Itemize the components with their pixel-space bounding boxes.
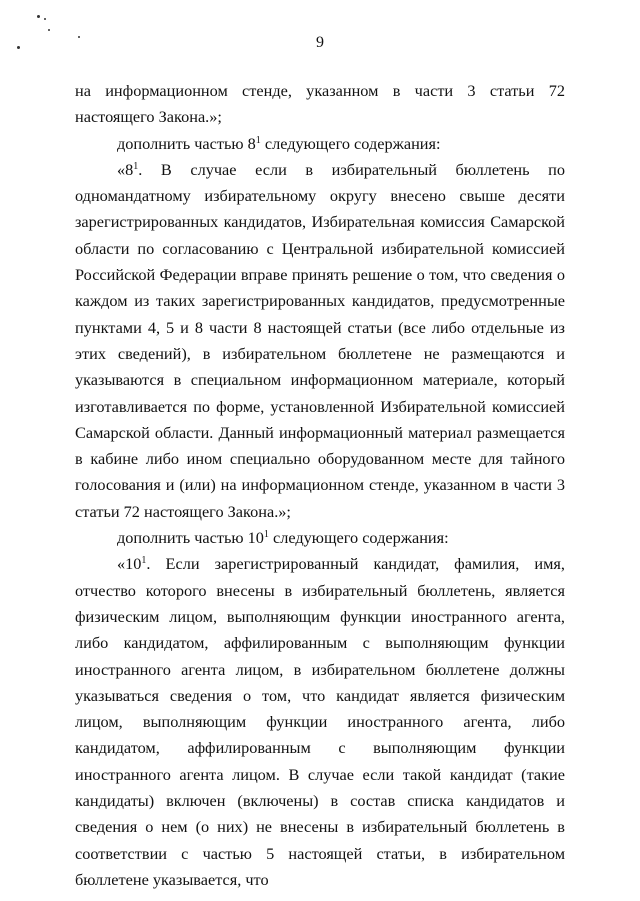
paragraph-instruction-8-1: дополнить частью $8^1$ следующего содержания:	[117, 133, 441, 153]
scan-speck	[37, 15, 40, 18]
page-number: 9	[316, 34, 324, 51]
superscript: 1	[255, 134, 261, 146]
superscript: 1	[133, 160, 139, 172]
paragraph-part-10-1: «$10^1$. Если зарегистрированный кандидат, фамилия, имя, отчество которого внесены в избирательный бюллетень, является физическим лицом, выполняющим функции иностранного агента, либо кандидатом, аффилированным с выполняющим функции иностранного агента лицом, в избирательном бюллетене должны указываться сведения о том, что кандидат является физическим лицом, выполняющим функции иностранного агента, либо кандидатом, аффилированным с выполняющим функции иностранного агента лицом. В случае если такой кандидат (такие кандидаты) включен (включены) в состав списка кандидатов и сведения о нем (о них) не внесены в избирательный бюллетень в соответствии с частью 5 настоящей статьи, в избирательном бюллетене указывается, что	[75, 554, 565, 889]
paragraph-instruction-10-1: дополнить частью $10^1$ следующего содержания:	[117, 528, 449, 548]
paragraph-part-8-1: «$8^1$. В случае если в избирательный бюллетень по одномандатному избирательному округу внесено свыше десяти зарегистрированных кандидатов, Избирательная комиссия Самарской области по согласованию с Центральной избирательной комиссией Российской Федерации вправе принять решение о том, что сведения о каждом из таких зарегистрированных кандидатов, предусмотренные пунктами 4, 5 и 8 части 8 настоящей статьи (все либо отдельные из этих сведений), в избирательном бюллетене не размещаются и указываются в специальном информационном материале, который изготавливается по форме, установленной Избирательной комиссией Самарской области. Данный информационный материал размещается в кабине либо ином специально оборудованном месте для тайного голосования и (или) на информационном стенде, указанном в части 3 статьи 72 настоящего Закона.»;	[75, 159, 565, 521]
scan-speck	[48, 29, 50, 31]
paragraph-continuation: на информационном стенде, указанном в части 3 статьи 72 настоящего Закона.»;	[75, 81, 565, 127]
superscript: 1	[141, 555, 147, 567]
scan-speck	[44, 18, 46, 20]
superscript: 1	[263, 529, 269, 541]
document-body	[75, 78, 565, 893]
